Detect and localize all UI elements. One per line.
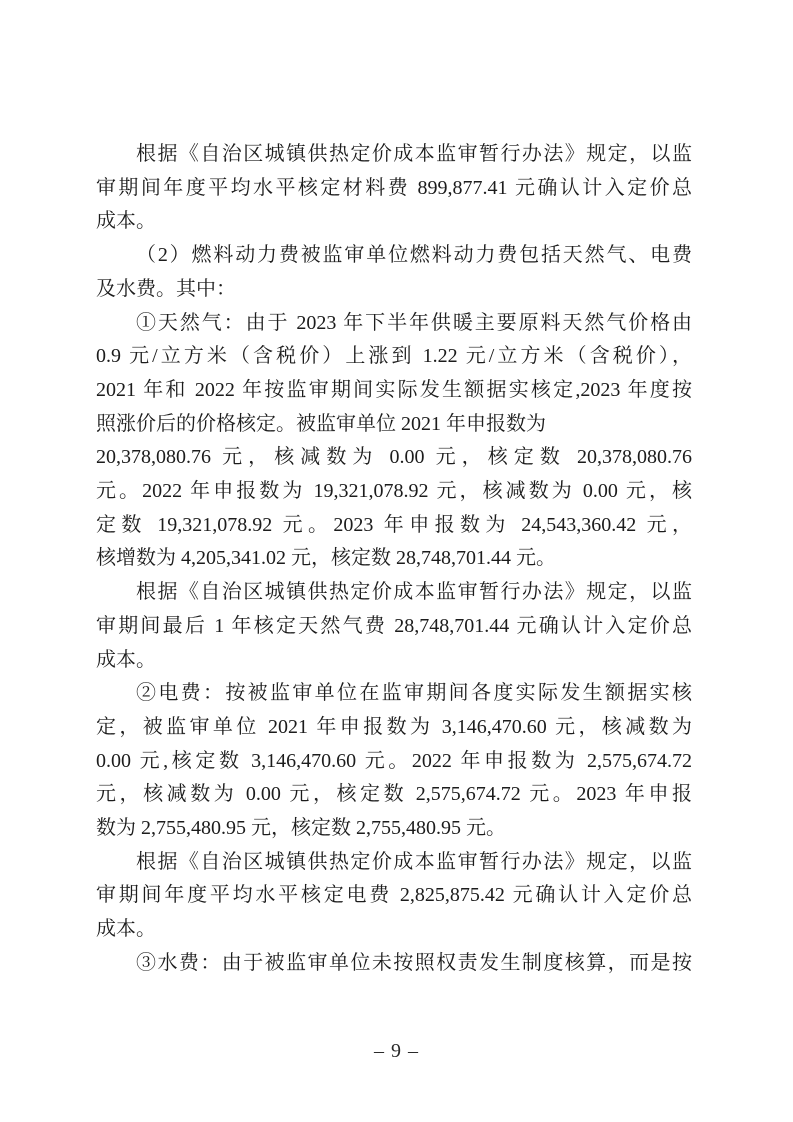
text-line: ①天然气：由于 2023 年下半年供暖主要原料天然气价格由 (136, 311, 692, 334)
text-line: 元，核减数为 0.00 元，核定数 2,575,674.72 元。2023 年申报 (96, 783, 692, 806)
text-line: ③水费：由于被监审单位未按照权责发生制度核算，而是按 (136, 951, 692, 974)
text-line: 审期间年度平均水平核定电费 2,825,875.42 元确认计入定价总 (96, 884, 692, 907)
text-line: 审期间最后 1 年核定天然气费 28,748,701.44 元确认计入定价总 (96, 614, 692, 637)
text-line: 0.9 元/立方米（含税价）上涨到 1.22 元/立方米（含税价）， (96, 345, 692, 368)
text-line: （2）燃料动力费被监审单位燃料动力费包括天然气、电费 (136, 244, 692, 267)
text-line: 成本。 (96, 210, 156, 233)
text-line: 成本。 (96, 648, 156, 671)
text-line: 0.00 元,核定数 3,146,470.60 元。2022 年申报数为 2,575,674.72 (96, 749, 692, 772)
text-line: 定，被监审单位 2021 年申报数为 3,146,470.60 元，核减数为 (96, 715, 692, 738)
page-number: – 9 – (374, 1040, 419, 1062)
text-line: 20,378,080.76 元，核减数为 0.00 元，核定数 20,378,080.76 (96, 446, 692, 469)
text-line: 成本。 (96, 918, 156, 941)
text-line: 照涨价后的价格核定。被监审单位 2021 年申报数为 (96, 412, 546, 435)
page-footer (0, 1040, 793, 1063)
text-line: 核增数为 4,205,341.02 元，核定数 28,748,701.44 元。 (96, 547, 556, 570)
text-line: 定数 19,321,078.92 元。2023 年申报数为 24,543,360.42 元， (96, 513, 692, 536)
text-line: 审期间年度平均水平核定材料费 899,877.41 元确认计入定价总 (96, 176, 692, 199)
text-line: 根据《自治区城镇供热定价成本监审暂行办法》规定，以监 (136, 850, 692, 873)
document-body (96, 138, 692, 981)
text-line: 根据《自治区城镇供热定价成本监审暂行办法》规定，以监 (136, 581, 692, 604)
text-line: 及水费。其中： (96, 277, 236, 300)
text-line: 2021 年和 2022 年按监审期间实际发生额据实核定,2023 年度按 (96, 378, 692, 401)
text-line: ②电费：按被监审单位在监审期间各度实际发生额据实核 (136, 682, 692, 705)
text-line: 根据《自治区城镇供热定价成本监审暂行办法》规定，以监 (136, 143, 692, 165)
text-line: 元。2022 年申报数为 19,321,078.92 元，核减数为 0.00 元，核 (96, 480, 692, 503)
text-line: 数为 2,755,480.95 元，核定数 2,755,480.95 元。 (96, 817, 506, 840)
